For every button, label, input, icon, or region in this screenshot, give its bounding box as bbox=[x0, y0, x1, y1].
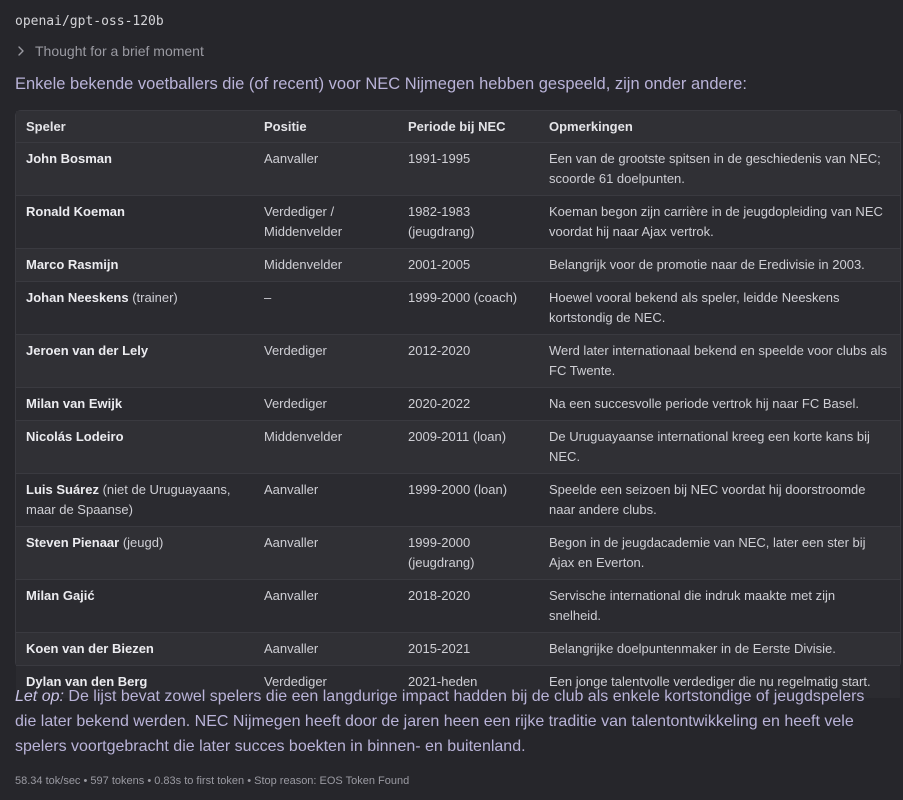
cell-remarks: Een van de grootste spitsen in de geschiedenis van NEC; scoorde 61 doelpunten. bbox=[539, 143, 900, 196]
table-row bbox=[16, 196, 900, 249]
cell-remarks: Werd later internationaal bekend en speelde voor clubs als FC Twente. bbox=[539, 335, 900, 388]
players-table bbox=[15, 110, 901, 689]
thought-toggle[interactable] bbox=[15, 43, 204, 59]
player-name: Dylan van den Berg bbox=[26, 674, 148, 689]
closing-note-lead: Let op: bbox=[15, 688, 64, 705]
stat-separator: • bbox=[147, 775, 152, 787]
table-header-row bbox=[16, 111, 900, 143]
cell-remarks: De Uruguayaanse international kreeg een korte kans bij NEC. bbox=[539, 421, 900, 474]
cell-position: Aanvaller bbox=[254, 143, 398, 196]
table-row bbox=[16, 527, 900, 580]
player-name: Ronald Koeman bbox=[26, 204, 125, 219]
cell-player bbox=[16, 633, 254, 666]
cell-period: 1982-1983 (jeugdrang) bbox=[398, 196, 539, 249]
stat-stop-reason: Stop reason: EOS Token Found bbox=[254, 775, 410, 787]
cell-remarks: Belangrijk voor de promotie naar de Eredivisie in 2003. bbox=[539, 249, 900, 282]
player-name: Luis Suárez bbox=[26, 482, 99, 497]
table-row bbox=[16, 474, 900, 527]
player-note: (trainer) bbox=[128, 290, 178, 305]
table-row bbox=[16, 580, 900, 633]
cell-player bbox=[16, 474, 254, 527]
cell-remarks: Servische international die indruk maakte met zijn snelheid. bbox=[539, 580, 900, 633]
table-row bbox=[16, 143, 900, 196]
cell-player bbox=[16, 143, 254, 196]
cell-period: 2018-2020 bbox=[398, 580, 539, 633]
cell-player bbox=[16, 388, 254, 421]
header-remarks: Opmerkingen bbox=[539, 111, 900, 143]
cell-period: 2012-2020 bbox=[398, 335, 539, 388]
player-name: Milan Gajić bbox=[26, 588, 95, 603]
table-row bbox=[16, 249, 900, 282]
stat-separator: • bbox=[83, 775, 88, 787]
header-position: Positie bbox=[254, 111, 398, 143]
cell-period: 2015-2021 bbox=[398, 633, 539, 666]
player-name: Jeroen van der Lely bbox=[26, 343, 149, 358]
cell-position: Verdediger bbox=[254, 335, 398, 388]
cell-position: Aanvaller bbox=[254, 580, 398, 633]
cell-period: 1999-2000 (jeugdrang) bbox=[398, 527, 539, 580]
cell-player bbox=[16, 282, 254, 335]
player-note: (jeugd) bbox=[119, 535, 164, 550]
player-name: John Bosman bbox=[26, 151, 112, 166]
cell-position: Verdediger / Middenvelder bbox=[254, 196, 398, 249]
table-row bbox=[16, 388, 900, 421]
cell-period: 2001-2005 bbox=[398, 249, 539, 282]
intro-text: Enkele bekende voetballers die (of recent) voor NEC Nijmegen hebben gespeeld, zijn onder andere: bbox=[15, 75, 747, 93]
header-period: Periode bij NEC bbox=[398, 111, 539, 143]
stat-tokens: 597 tokens bbox=[90, 775, 145, 787]
stat-first-token: 0.83s to first token bbox=[154, 775, 245, 787]
cell-period: 1991-1995 bbox=[398, 143, 539, 196]
cell-position: Aanvaller bbox=[254, 633, 398, 666]
chevron-right-icon bbox=[15, 45, 27, 57]
player-note: (niet de Uruguayaans, maar de Spaanse) bbox=[26, 482, 231, 517]
table-row bbox=[16, 282, 900, 335]
cell-remarks: Speelde een seizoen bij NEC voordat hij doorstroomde naar andere clubs. bbox=[539, 474, 900, 527]
table-row bbox=[16, 421, 900, 474]
cell-period: 2009-2011 (loan) bbox=[398, 421, 539, 474]
cell-period: 1999-2000 (coach) bbox=[398, 282, 539, 335]
cell-remarks: Hoewel vooral bekend als speler, leidde Neeskens kortstondig de NEC. bbox=[539, 282, 900, 335]
stat-speed: 58.34 tok/sec bbox=[15, 775, 81, 787]
cell-position: Aanvaller bbox=[254, 527, 398, 580]
closing-note bbox=[15, 684, 885, 759]
cell-position: Middenvelder bbox=[254, 421, 398, 474]
cell-position: Aanvaller bbox=[254, 474, 398, 527]
cell-position: Middenvelder bbox=[254, 249, 398, 282]
thought-label: Thought for a brief moment bbox=[35, 43, 204, 59]
cell-remarks: Begon in de jeugdacademie van NEC, later een ster bij Ajax en Everton. bbox=[539, 527, 900, 580]
player-name: Koen van der Biezen bbox=[26, 641, 154, 656]
generation-stats bbox=[15, 775, 409, 787]
cell-player bbox=[16, 580, 254, 633]
cell-remarks: Na een succesvolle periode vertrok hij naar FC Basel. bbox=[539, 388, 900, 421]
cell-remarks: Een jonge talentvolle verdediger die nu regelmatig start. bbox=[539, 666, 900, 699]
cell-period: 2021-heden bbox=[398, 666, 539, 699]
cell-position: Verdediger bbox=[254, 666, 398, 699]
cell-position: – bbox=[254, 282, 398, 335]
cell-remarks: Belangrijke doelpuntenmaker in de Eerste Divisie. bbox=[539, 633, 900, 666]
cell-player bbox=[16, 527, 254, 580]
stat-separator: • bbox=[247, 775, 252, 787]
table-row bbox=[16, 633, 900, 666]
cell-player bbox=[16, 249, 254, 282]
table-row bbox=[16, 335, 900, 388]
player-name: Marco Rasmijn bbox=[26, 257, 119, 272]
cell-player bbox=[16, 421, 254, 474]
closing-note-text: De lijst bevat zowel spelers die een langdurige impact hadden bij de club als enkele kortstondige of jeugdspelers die later bekend werden. NEC Nijmegen heeft door de jaren heen een rijke traditie van talentontwikkeling en heeft vele spelers voortgebracht die later succes boekten in binnen- en buitenland. bbox=[15, 688, 865, 755]
cell-player bbox=[16, 335, 254, 388]
cell-period: 2020-2022 bbox=[398, 388, 539, 421]
player-name: Steven Pienaar bbox=[26, 535, 120, 550]
player-name: Nicolás Lodeiro bbox=[26, 429, 124, 444]
player-name: Johan Neeskens bbox=[26, 290, 129, 305]
cell-player bbox=[16, 196, 254, 249]
cell-position: Verdediger bbox=[254, 388, 398, 421]
model-name: openai/gpt-oss-120b bbox=[15, 14, 164, 29]
player-name: Milan van Ewijk bbox=[26, 396, 123, 411]
cell-remarks: Koeman begon zijn carrière in de jeugdopleiding van NEC voordat hij naar Ajax vertrok. bbox=[539, 196, 900, 249]
cell-period: 1999-2000 (loan) bbox=[398, 474, 539, 527]
header-player: Speler bbox=[16, 111, 254, 143]
